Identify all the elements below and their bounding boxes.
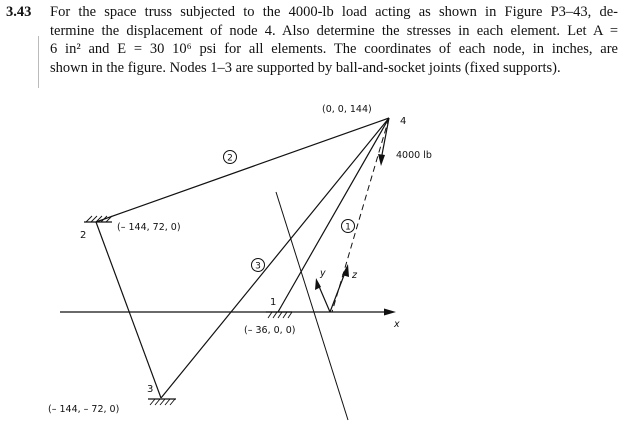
x-axis-arrow xyxy=(384,309,396,316)
line-node2-node3 xyxy=(96,222,161,398)
node-3-coordinates: (– 144, – 72, 0) xyxy=(48,404,120,415)
problem-line-1: For the space truss subjected to the 4000-lb load acting as shown in Figure P3–43, de- xyxy=(50,4,618,20)
element-2-number: 2 xyxy=(227,153,233,164)
element-1-line xyxy=(278,118,389,312)
node-3-support xyxy=(148,399,176,405)
element-3-number: 3 xyxy=(255,261,261,272)
problem-line-4: shown in the figure. Nodes 1–3 are supported by ball-and-socket joints (fixed supports). xyxy=(50,59,561,76)
node-1-support xyxy=(266,312,292,318)
problem-line-3: 6 in² and E = 30 10⁶ psi for all elements. The coordinates of each node, in inches, are xyxy=(50,41,618,57)
element-2-line xyxy=(96,118,389,222)
node-2-coordinates: (– 144, 72, 0) xyxy=(117,222,181,233)
node-2-label: 2 xyxy=(80,230,87,241)
problem-number: 3.43 xyxy=(6,4,32,20)
local-z-axis xyxy=(330,270,346,312)
x-axis-label: x xyxy=(394,319,400,330)
node-1-label: 1 xyxy=(270,297,277,308)
local-y-axis xyxy=(318,284,330,312)
node-4-coordinates: (0, 0, 144) xyxy=(322,104,372,115)
element-3-line xyxy=(161,118,389,398)
load-label: 4000 lb xyxy=(396,150,432,161)
local-z-label: z xyxy=(352,270,357,281)
y-axis-line xyxy=(276,192,348,420)
local-y-label: y xyxy=(320,268,326,279)
load-arrow-head xyxy=(378,154,385,166)
element-1-number: 1 xyxy=(345,222,351,233)
node-3-label: 3 xyxy=(147,384,154,395)
node-4-label: 4 xyxy=(400,116,407,127)
problem-line-2: termine the displacement of node 4. Also determine the stresses in each element. Let A = xyxy=(50,22,618,39)
node-1-coordinates: (– 36, 0, 0) xyxy=(244,325,296,336)
